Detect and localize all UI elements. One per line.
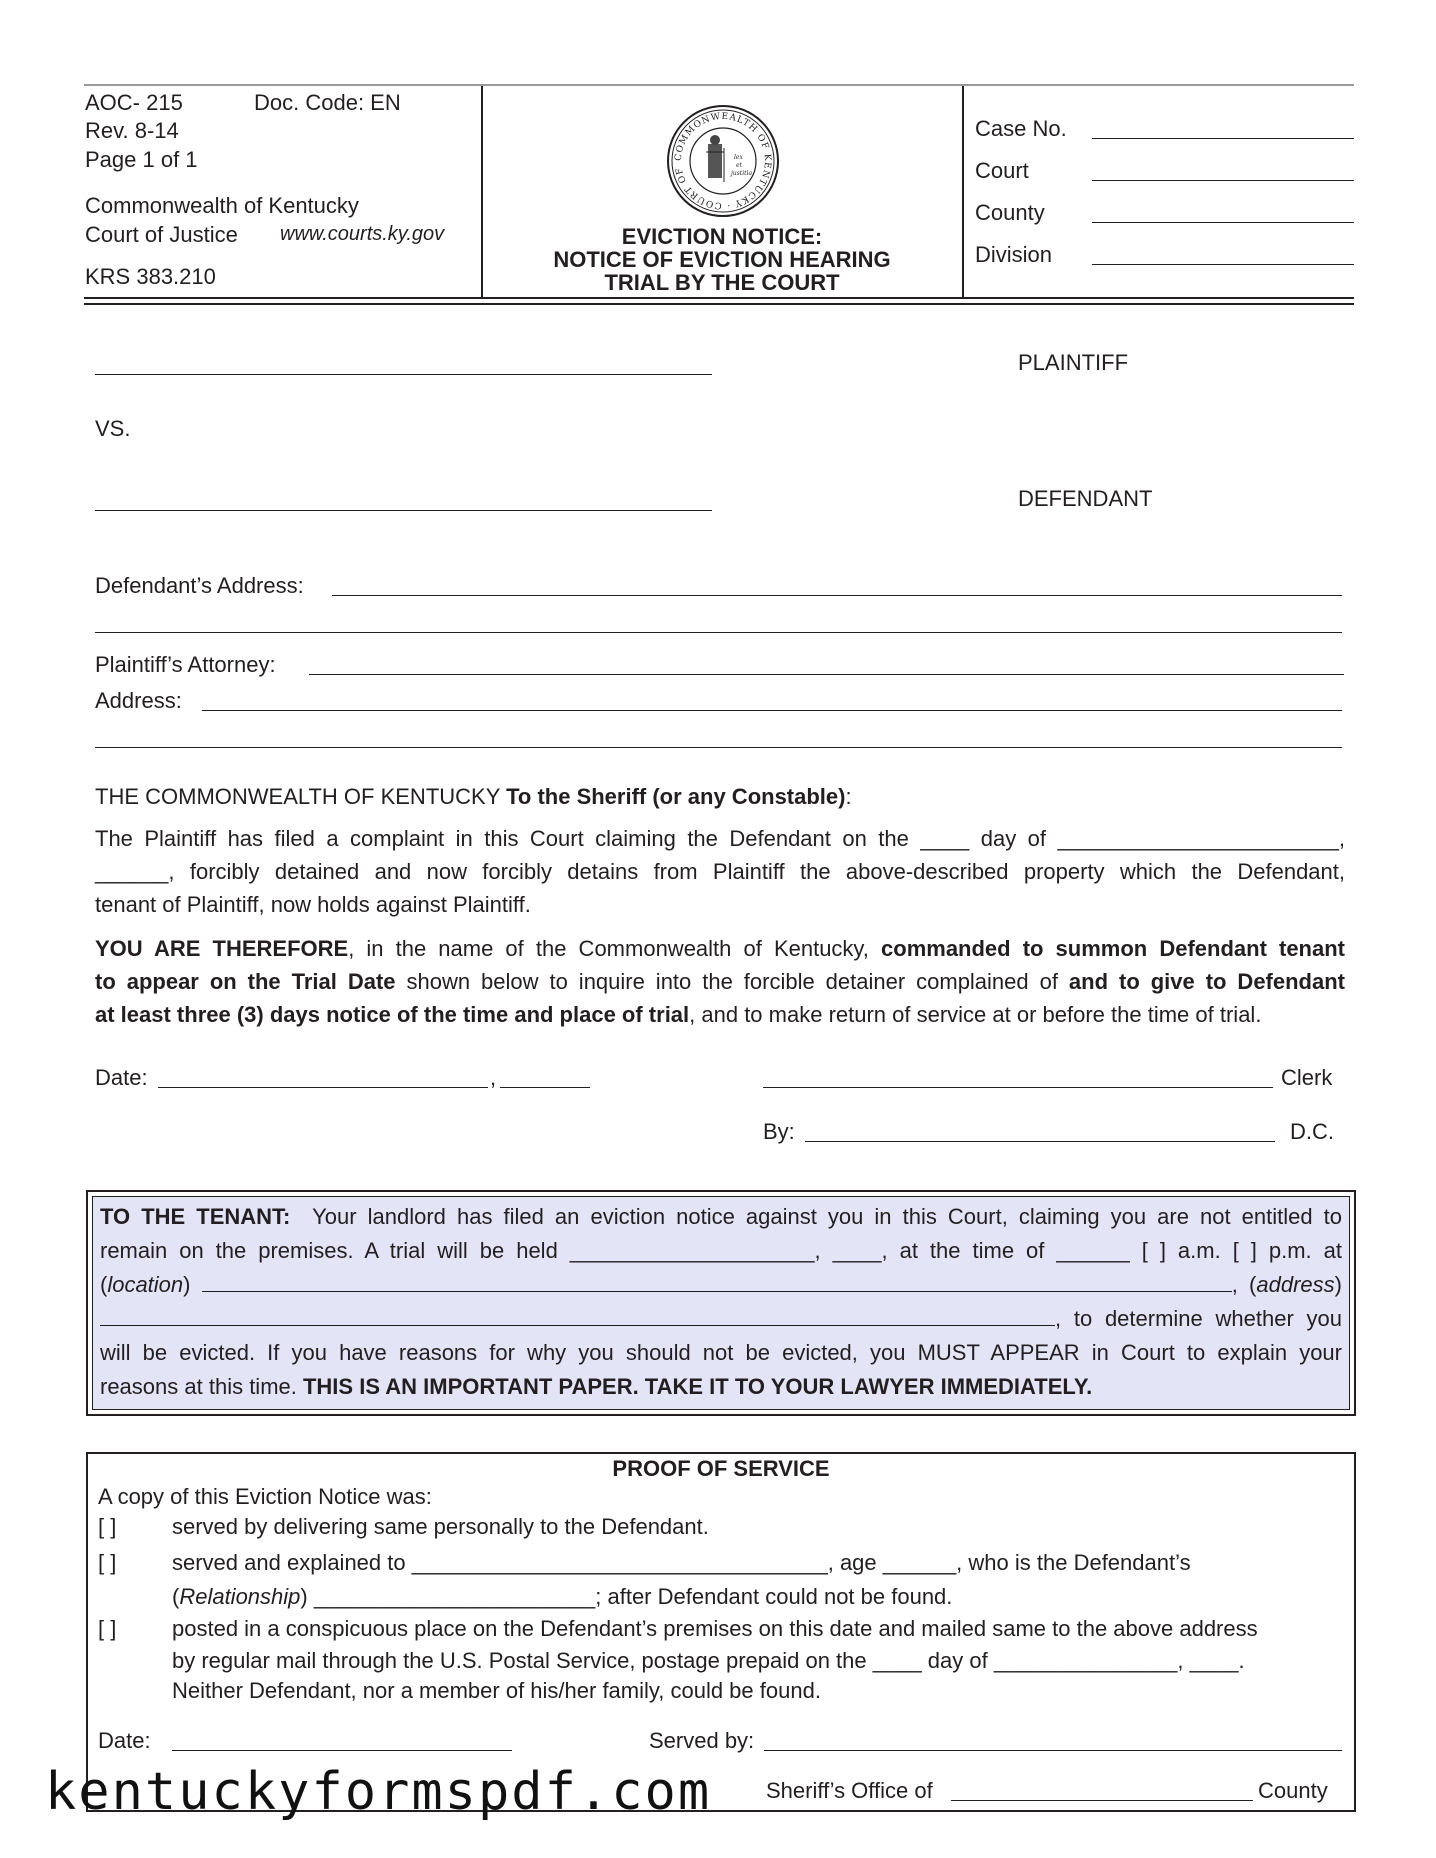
clerk-signature-field[interactable] xyxy=(763,1067,1273,1088)
option-relationship: (Relationship) _______________________; after Defendant could not be found. xyxy=(172,1584,953,1609)
date-comma: , xyxy=(490,1065,497,1090)
commonwealth-intro: THE COMMONWEALTH OF KENTUCKY To the Sheriff (or any Constable): xyxy=(95,784,852,809)
tenant-notice-text: TO THE TENANT: Your landlord has filed an eviction notice against you in this Court, claiming you are not entitled to remain on the premises. A trial will be held ____________________, ____, at the time of ______ [ ] a.m. [ ] p.m. at (location) , (address) , to determine whether you will be evicted. If you have reasons for why you should not be evicted, you MUST APPEAR in Court to explain your reasons at this time. THIS IS AN IMPORTANT PAPER. TAKE IT TO YOUR LAWYER IMMEDIATELY. xyxy=(100,1204,1343,1399)
option-posted-line2: by regular mail through the U.S. Postal Service, postage prepaid on the ____ day of _______________, ____. xyxy=(172,1648,1245,1673)
proof-date-field[interactable] xyxy=(172,1730,512,1751)
option-served-explained: served and explained to __________________________________, age ______, who is the Defendant’s xyxy=(172,1550,1191,1575)
division-field[interactable] xyxy=(1092,244,1354,265)
dc-label: D.C. xyxy=(1290,1119,1334,1144)
by-label: By: xyxy=(763,1119,795,1144)
sheriff-county-label: County xyxy=(1258,1778,1328,1803)
complaint-paragraph: The Plaintiff has filed a complaint in this Court claiming the Defendant on the ____ day of _______________________, ______, forcibly detained and now forcibly detains from Plaintiff the above-described property which the Defendant, tenant of Plaintiff, now holds against Plaintiff. xyxy=(95,826,1345,917)
page-number: Page 1 of 1 xyxy=(85,147,198,172)
checkbox-explained[interactable]: [ ] xyxy=(98,1550,117,1575)
attorney-address-label: Address: xyxy=(95,688,182,713)
site-watermark: kentuckyformspdf.com xyxy=(45,1762,712,1822)
plaintiff-label: PLAINTIFF xyxy=(1018,350,1129,375)
statute: KRS 383.210 xyxy=(85,264,216,289)
defendant-address-field-2[interactable] xyxy=(95,612,1342,633)
svg-text:et: et xyxy=(736,162,742,169)
year-field[interactable] xyxy=(500,1067,590,1088)
option-posted-line1: posted in a conspicuous place on the Defendant’s premises on this date and mailed same to the above address xyxy=(172,1616,1258,1641)
defendant-label: DEFENDANT xyxy=(1018,486,1153,511)
summons-paragraph: YOU ARE THEREFORE, in the name of the Commonwealth of Kentucky, commanded to summon Defendant tenant to appear on the Trial Date shown below to inquire into the forcible detainer complained of and to give to Defendant at least three (3) days notice of the time and place of trial, and to make return of service at or before the time of trial. xyxy=(95,936,1345,1027)
attorney-address-field-2[interactable] xyxy=(95,727,1342,748)
date-label: Date: xyxy=(95,1065,148,1090)
plaintiff-name-field[interactable] xyxy=(95,354,712,375)
form-title-line1: EVICTION NOTICE: xyxy=(621,224,823,249)
case-no-field[interactable] xyxy=(1092,118,1354,139)
form-title-line3: TRIAL BY THE COURT xyxy=(604,270,840,295)
doc-code: Doc. Code: EN xyxy=(254,90,401,115)
vs-label: VS. xyxy=(95,416,131,441)
defendant-name-field[interactable] xyxy=(95,490,712,511)
court-of-justice: Court of Justice xyxy=(85,222,238,247)
revision: Rev. 8-14 xyxy=(85,118,179,143)
plaintiff-attorney-label: Plaintiff’s Attorney: xyxy=(95,652,276,677)
defendant-address-label: Defendant’s Address: xyxy=(95,573,304,598)
clerk-label: Clerk xyxy=(1281,1065,1333,1090)
website-link[interactable]: www.courts.ky.gov xyxy=(280,223,445,245)
state-name: Commonwealth of Kentucky xyxy=(85,193,359,218)
proof-date-label: Date: xyxy=(98,1728,151,1753)
svg-text:COMMONWEALTH OF KENTUCKY · COU: COMMONWEALTH OF KENTUCKY · COURT OF xyxy=(673,111,773,211)
court-field[interactable] xyxy=(1092,160,1354,181)
proof-of-service-title: PROOF OF SERVICE xyxy=(612,1456,830,1481)
court-label: Court xyxy=(975,158,1029,183)
svg-text:justitia: justitia xyxy=(731,170,753,177)
svg-text:lex: lex xyxy=(734,154,743,161)
plaintiff-attorney-field[interactable] xyxy=(309,654,1344,675)
form-number: AOC- 215 xyxy=(85,90,183,115)
court-seal-icon xyxy=(666,104,780,218)
attorney-address-field-1[interactable] xyxy=(202,690,1342,711)
option-personal-delivery: served by delivering same personally to the Defendant. xyxy=(172,1514,709,1539)
county-label: County xyxy=(975,200,1045,225)
option-posted-line3: Neither Defendant, nor a member of his/her family, could be found. xyxy=(172,1678,821,1703)
county-field[interactable] xyxy=(1092,202,1354,223)
date-field[interactable] xyxy=(158,1067,488,1088)
served-by-label: Served by: xyxy=(649,1728,755,1753)
sheriff-office-label: Sheriff’s Office of xyxy=(766,1778,933,1803)
deputy-clerk-field[interactable] xyxy=(805,1121,1275,1142)
division-label: Division xyxy=(975,242,1053,267)
checkbox-personal[interactable]: [ ] xyxy=(98,1514,117,1539)
defendant-address-field-1[interactable] xyxy=(332,575,1342,596)
case-no-label: Case No. xyxy=(975,116,1067,141)
form-title-line2: NOTICE OF EVICTION HEARING xyxy=(553,247,891,272)
sheriff-county-field[interactable] xyxy=(951,1780,1253,1801)
served-by-field[interactable] xyxy=(764,1730,1342,1751)
proof-intro: A copy of this Eviction Notice was: xyxy=(98,1484,432,1509)
checkbox-posted[interactable]: [ ] xyxy=(98,1616,117,1641)
